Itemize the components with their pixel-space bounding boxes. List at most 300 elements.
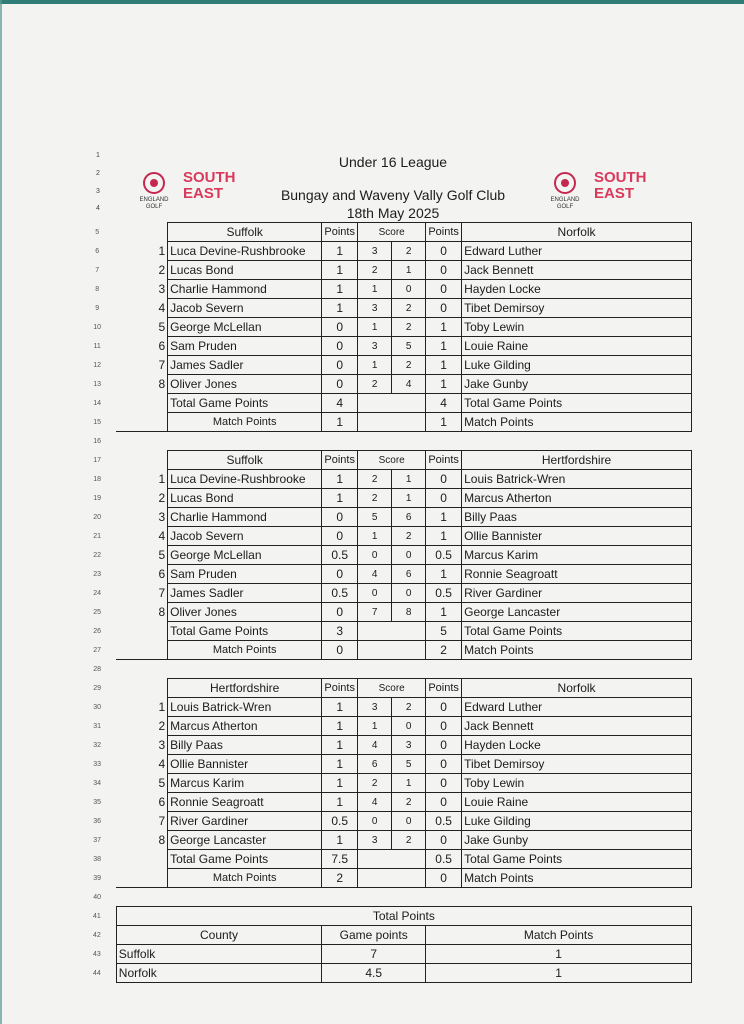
home-score: 3 <box>358 299 392 318</box>
home-player: Marcus Atherton <box>168 717 322 736</box>
logo-region: SOUTH EAST <box>183 169 236 202</box>
away-player: Jake Gunby <box>462 375 692 394</box>
home-player: Sam Pruden <box>168 337 322 356</box>
game-number: 3 <box>158 510 166 524</box>
home-score: 3 <box>358 831 392 850</box>
row-number: 8 <box>95 285 100 293</box>
blank-cell <box>116 413 167 432</box>
game-number: 8 <box>158 377 166 391</box>
away-player: Jack Bennett <box>462 717 692 736</box>
match-points-row <box>78 641 692 660</box>
away-score: 2 <box>392 527 426 546</box>
away-player: Marcus Atherton <box>462 489 692 508</box>
home-points: 0 <box>322 356 358 375</box>
row-number: 22 <box>93 551 102 559</box>
blank-score <box>358 394 426 413</box>
game-number: 7 <box>158 358 166 372</box>
row-number: 29 <box>93 684 102 692</box>
blank-score <box>358 622 426 641</box>
blank-cell <box>116 679 167 698</box>
game-row <box>78 584 692 603</box>
away-points: 0.5 <box>426 546 462 565</box>
away-score: 4 <box>392 375 426 394</box>
row-number: 19 <box>93 494 102 502</box>
away-score: 2 <box>392 831 426 850</box>
away-score: 6 <box>392 508 426 527</box>
home-points: 1 <box>322 831 358 850</box>
away-points: 0 <box>426 698 462 717</box>
away-player: Louis Batrick-Wren <box>462 470 692 489</box>
spacer-row <box>78 660 692 679</box>
home-score: 3 <box>358 698 392 717</box>
row-number: 43 <box>92 950 101 958</box>
home-player: Lucas Bond <box>168 261 322 280</box>
away-points: 0 <box>426 261 462 280</box>
home-points: 1 <box>322 299 358 318</box>
total-game-points-row <box>78 850 692 869</box>
row-number: 21 <box>93 532 102 540</box>
home-points: 1 <box>322 261 358 280</box>
game-row <box>78 489 692 508</box>
total-game-points-row <box>78 394 692 413</box>
home-match-points: 1 <box>322 413 358 432</box>
home-score: 6 <box>358 755 392 774</box>
row-number: 38 <box>93 855 102 863</box>
away-player: Ronnie Seagroatt <box>462 565 692 584</box>
blank-score <box>358 869 426 888</box>
home-player: River Gardiner <box>168 812 322 831</box>
row-number: 31 <box>93 722 102 730</box>
home-score: 0 <box>358 584 392 603</box>
row-number: 40 <box>93 893 102 901</box>
home-score: 1 <box>358 527 392 546</box>
away-player: Jack Bennett <box>462 261 692 280</box>
total-game-points-label: Total Game Points <box>462 394 692 413</box>
home-score: 2 <box>358 375 392 394</box>
game-row <box>78 698 692 717</box>
away-score: 2 <box>392 793 426 812</box>
home-points: 0 <box>322 375 358 394</box>
match-points-label: Match Points <box>168 413 322 432</box>
blank-cell <box>116 850 167 869</box>
blank-cell <box>116 660 691 679</box>
row-number: 20 <box>93 513 102 521</box>
home-player: Jacob Severn <box>168 527 322 546</box>
row-number: 25 <box>93 608 102 616</box>
score-header: Score <box>358 223 426 242</box>
home-player: Jacob Severn <box>168 299 322 318</box>
away-points: 0 <box>426 470 462 489</box>
game-number: 5 <box>158 320 166 334</box>
logo-org: ENGLAND GOLF <box>550 197 580 210</box>
blank-cell <box>116 223 167 242</box>
row-number: 18 <box>93 475 102 483</box>
match-points-label: Match Points <box>462 413 692 432</box>
away-match-points: 2 <box>426 641 462 660</box>
home-county: Suffolk <box>168 223 322 242</box>
away-points: 0.5 <box>426 812 462 831</box>
away-county: Norfolk <box>462 223 692 242</box>
game-row <box>78 470 692 489</box>
away-score: 5 <box>392 337 426 356</box>
points-header: Points <box>322 679 358 698</box>
away-points: 1 <box>426 603 462 622</box>
row-number: 32 <box>93 741 102 749</box>
home-points: 1 <box>322 755 358 774</box>
away-player: George Lancaster <box>462 603 692 622</box>
game-number: 8 <box>158 833 166 847</box>
away-score: 0 <box>392 584 426 603</box>
game-number: 5 <box>158 548 166 562</box>
total-game-points-row <box>78 622 692 641</box>
row-number: 2 <box>96 170 100 177</box>
home-total-points: 4 <box>322 394 358 413</box>
away-points: 0 <box>426 755 462 774</box>
logo-org: ENGLAND GOLF <box>139 197 169 210</box>
row-number: 11 <box>93 342 101 350</box>
away-score: 0 <box>392 717 426 736</box>
game-row <box>78 812 692 831</box>
blank-cell <box>116 394 167 413</box>
home-score: 3 <box>358 337 392 356</box>
row-number: 17 <box>93 456 102 464</box>
home-county: Hertfordshire <box>168 679 322 698</box>
blank-cell <box>116 622 167 641</box>
game-number: 1 <box>158 472 166 486</box>
totals-row <box>78 945 692 964</box>
away-points: 1 <box>426 356 462 375</box>
home-total-points: 7.5 <box>322 850 358 869</box>
away-player: Tibet Demirsoy <box>462 755 692 774</box>
away-points: 1 <box>426 318 462 337</box>
home-county: Suffolk <box>168 451 322 470</box>
totals-header-row <box>78 926 692 945</box>
row-number: 15 <box>93 418 102 426</box>
game-row <box>78 527 692 546</box>
home-points: 0 <box>322 318 358 337</box>
away-points: 0 <box>426 242 462 261</box>
home-points: 1 <box>322 698 358 717</box>
home-match-points: 0 <box>322 641 358 660</box>
home-score: 0 <box>358 812 392 831</box>
game-number: 1 <box>158 244 166 258</box>
away-player: Louie Raine <box>462 793 692 812</box>
logo-region: SOUTH EAST <box>594 169 647 202</box>
total-game-points-label: Total Game Points <box>168 394 322 413</box>
away-points: 0 <box>426 299 462 318</box>
row-number: 6 <box>95 247 100 255</box>
game-number: 8 <box>158 605 166 619</box>
away-player: Edward Luther <box>462 698 692 717</box>
points-header: Points <box>426 679 462 698</box>
away-points: 0 <box>426 774 462 793</box>
row-number: 33 <box>93 760 102 768</box>
game-row <box>78 375 692 394</box>
game-row <box>78 261 692 280</box>
home-player: Charlie Hammond <box>168 280 322 299</box>
home-points: 1 <box>322 736 358 755</box>
away-total-points: 4 <box>426 394 462 413</box>
home-score: 1 <box>358 280 392 299</box>
home-player: Ronnie Seagroatt <box>168 793 322 812</box>
home-points: 0 <box>322 337 358 356</box>
row-number: 39 <box>93 874 102 882</box>
away-player: Hayden Locke <box>462 736 692 755</box>
game-number: 6 <box>158 567 166 581</box>
county-game-points: 4.5 <box>322 964 426 983</box>
game-number: 6 <box>158 795 166 809</box>
away-player: Luke Gilding <box>462 812 692 831</box>
game-row <box>78 280 692 299</box>
game-number: 4 <box>158 301 166 315</box>
away-points: 1 <box>426 565 462 584</box>
away-points: 0 <box>426 489 462 508</box>
row-number: 28 <box>93 665 102 673</box>
away-points: 1 <box>426 337 462 356</box>
away-score: 1 <box>392 489 426 508</box>
row-number: 41 <box>92 912 101 920</box>
game-row <box>78 337 692 356</box>
totals-row <box>78 964 692 983</box>
game-row <box>78 242 692 261</box>
home-score: 7 <box>358 603 392 622</box>
spacer-row <box>78 432 692 451</box>
away-county: Norfolk <box>462 679 692 698</box>
home-points: 1 <box>322 774 358 793</box>
home-player: Lucas Bond <box>168 489 322 508</box>
county-match-points: 1 <box>426 945 692 964</box>
county-name: Norfolk <box>116 964 321 983</box>
away-player: Louie Raine <box>462 337 692 356</box>
blank-cell <box>116 451 167 470</box>
home-player: James Sadler <box>168 584 322 603</box>
away-points: 0 <box>426 793 462 812</box>
home-player: Sam Pruden <box>168 565 322 584</box>
row-number: 37 <box>93 836 102 844</box>
scan-edge-top <box>0 0 744 4</box>
home-player: James Sadler <box>168 356 322 375</box>
home-score: 3 <box>358 242 392 261</box>
results-sheet <box>78 150 692 983</box>
game-number: 3 <box>158 282 166 296</box>
match-header-row <box>78 451 692 470</box>
game-number: 7 <box>158 586 166 600</box>
away-score: 2 <box>392 698 426 717</box>
results-table <box>78 222 692 983</box>
away-score: 2 <box>392 318 426 337</box>
away-points: 0.5 <box>426 584 462 603</box>
away-score: 8 <box>392 603 426 622</box>
game-row <box>78 736 692 755</box>
row-number: 1 <box>96 152 100 159</box>
match-header-row <box>78 223 692 242</box>
away-player: Ollie Bannister <box>462 527 692 546</box>
game-row <box>78 755 692 774</box>
away-score: 3 <box>392 736 426 755</box>
game-number: 5 <box>158 776 166 790</box>
away-score: 0 <box>392 546 426 565</box>
game-row <box>78 508 692 527</box>
score-header: Score <box>358 451 426 470</box>
row-number: 10 <box>93 323 102 331</box>
row-number: 14 <box>93 399 102 407</box>
game-row <box>78 356 692 375</box>
game-number: 1 <box>158 700 166 714</box>
match-date: 18th May 2025 <box>346 205 440 221</box>
home-score: 2 <box>358 470 392 489</box>
county-game-points: 7 <box>322 945 426 964</box>
blank-score <box>358 413 426 432</box>
home-points: 0.5 <box>322 584 358 603</box>
game-number: 4 <box>158 529 166 543</box>
rose-icon <box>143 172 165 194</box>
game-row <box>78 318 692 337</box>
away-score: 1 <box>392 774 426 793</box>
away-score: 1 <box>392 470 426 489</box>
match-points-header: Match Points <box>426 926 692 945</box>
row-number: 23 <box>93 570 102 578</box>
match-points-row <box>78 869 692 888</box>
home-score: 4 <box>358 565 392 584</box>
venue-title: Bungay and Waveny Vally Golf Club <box>280 187 506 203</box>
away-player: Edward Luther <box>462 242 692 261</box>
home-points: 1 <box>322 717 358 736</box>
game-row <box>78 546 692 565</box>
home-score: 2 <box>358 774 392 793</box>
home-player: Oliver Jones <box>168 375 322 394</box>
home-player: Billy Paas <box>168 736 322 755</box>
blank-cell <box>116 888 691 907</box>
away-county: Hertfordshire <box>462 451 692 470</box>
home-points: 1 <box>322 793 358 812</box>
blank-cell <box>116 432 691 451</box>
home-player: Oliver Jones <box>168 603 322 622</box>
home-player: Luca Devine-Rushbrooke <box>168 470 322 489</box>
home-total-points: 3 <box>322 622 358 641</box>
away-player: Marcus Karim <box>462 546 692 565</box>
points-header: Points <box>426 451 462 470</box>
home-score: 4 <box>358 736 392 755</box>
row-number: 12 <box>93 361 102 369</box>
away-points: 1 <box>426 375 462 394</box>
home-points: 0.5 <box>322 546 358 565</box>
away-points: 1 <box>426 508 462 527</box>
score-header: Score <box>358 679 426 698</box>
row-number: 27 <box>93 646 102 654</box>
away-points: 0 <box>426 736 462 755</box>
home-score: 1 <box>358 717 392 736</box>
home-points: 0 <box>322 527 358 546</box>
county-header: County <box>116 926 321 945</box>
home-player: George McLellan <box>168 318 322 337</box>
home-score: 2 <box>358 489 392 508</box>
row-number: 44 <box>92 969 101 977</box>
county-match-points: 1 <box>426 964 692 983</box>
england-golf-logo-right <box>544 170 664 214</box>
match-points-label: Match Points <box>462 869 692 888</box>
game-number: 3 <box>158 738 166 752</box>
row-number: 13 <box>93 380 102 388</box>
away-points: 0 <box>426 831 462 850</box>
home-player: Luca Devine-Rushbrooke <box>168 242 322 261</box>
away-player: Tibet Demirsoy <box>462 299 692 318</box>
game-number: 7 <box>158 814 166 828</box>
match-points-label: Match Points <box>462 641 692 660</box>
away-points: 0 <box>426 280 462 299</box>
home-points: 1 <box>322 470 358 489</box>
home-points: 1 <box>322 280 358 299</box>
away-player: Hayden Locke <box>462 280 692 299</box>
game-row <box>78 717 692 736</box>
game-row <box>78 774 692 793</box>
total-game-points-label: Total Game Points <box>168 622 322 641</box>
row-number: 7 <box>95 266 100 274</box>
game-number: 4 <box>158 757 166 771</box>
home-points: 1 <box>322 489 358 508</box>
home-player: George Lancaster <box>168 831 322 850</box>
spacer-row <box>78 888 692 907</box>
row-number: 4 <box>96 205 100 212</box>
home-points: 0 <box>322 508 358 527</box>
home-score: 0 <box>358 546 392 565</box>
totals-title: Total Points <box>116 907 691 926</box>
home-player: Marcus Karim <box>168 774 322 793</box>
game-number: 2 <box>158 491 166 505</box>
game-row <box>78 831 692 850</box>
row-number: 24 <box>93 589 102 597</box>
row-number: 26 <box>93 627 102 635</box>
home-points: 1 <box>322 242 358 261</box>
game-number: 2 <box>158 263 166 277</box>
away-player: River Gardiner <box>462 584 692 603</box>
away-match-points: 0 <box>426 869 462 888</box>
match-points-label: Match Points <box>168 869 322 888</box>
points-header: Points <box>426 223 462 242</box>
game-number: 2 <box>158 719 166 733</box>
total-game-points-label: Total Game Points <box>168 850 322 869</box>
rose-icon <box>554 172 576 194</box>
home-score: 1 <box>358 356 392 375</box>
blank-cell <box>116 641 167 660</box>
totals-title-row <box>78 907 692 926</box>
row-number: 36 <box>93 817 102 825</box>
blank-score <box>358 850 426 869</box>
match-header-row <box>78 679 692 698</box>
away-total-points: 0.5 <box>426 850 462 869</box>
home-points: 0.5 <box>322 812 358 831</box>
game-row <box>78 299 692 318</box>
row-number: 42 <box>92 931 101 939</box>
game-row <box>78 603 692 622</box>
away-points: 0 <box>426 717 462 736</box>
home-player: Louis Batrick-Wren <box>168 698 322 717</box>
home-points: 0 <box>322 603 358 622</box>
row-number: 30 <box>93 703 102 711</box>
game-row <box>78 793 692 812</box>
away-player: Billy Paas <box>462 508 692 527</box>
row-number: 35 <box>93 798 102 806</box>
blank-cell <box>116 869 167 888</box>
away-score: 2 <box>392 242 426 261</box>
total-game-points-label: Total Game Points <box>462 622 692 641</box>
points-header: Points <box>322 451 358 470</box>
away-score: 5 <box>392 755 426 774</box>
league-title: Under 16 League <box>338 154 448 170</box>
match-points-label: Match Points <box>168 641 322 660</box>
game-row <box>78 565 692 584</box>
row-number: 16 <box>93 437 102 445</box>
row-number: 34 <box>93 779 102 787</box>
